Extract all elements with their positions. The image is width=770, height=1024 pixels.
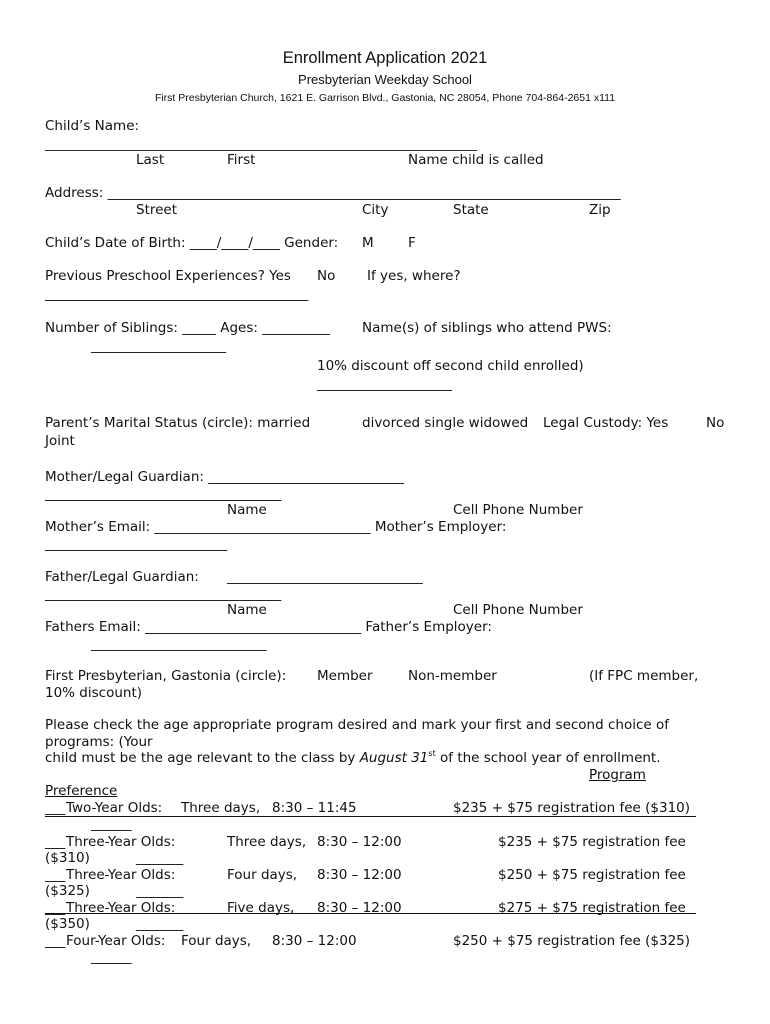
preference-checkbox[interactable]: ___ (45, 867, 66, 883)
program-time: 8:30 – 12:00 (272, 933, 357, 949)
age-cutoff-text: child must be the age relevant to the class by (45, 750, 360, 766)
age-cutoff-suffix: st (428, 749, 436, 758)
preschool-where-label: If yes, where? (367, 268, 461, 284)
marital-status-label[interactable]: Parent’s Marital Status (circle): married (45, 415, 311, 431)
member-option[interactable]: Member (317, 668, 373, 684)
program-row-three-year-4day[interactable] (0, 867, 770, 900)
program-time: 8:30 – 12:00 (317, 834, 402, 850)
programs-intro: Please check the age appropriate program desired and mark your first and second choice of (45, 717, 669, 733)
sibling-names-label: Name(s) of siblings who attend PWS: (362, 320, 612, 336)
preference-checkbox[interactable]: ___ (45, 800, 66, 816)
father-employer-field[interactable]: __________________________ (91, 636, 267, 652)
program-fee: $250 + $75 registration fee (498, 867, 686, 883)
sibling-discount-field[interactable]: ____________________ (317, 376, 452, 392)
state-caption: State (453, 202, 489, 218)
preference-checkbox[interactable]: ___ (45, 900, 66, 916)
called-name-caption: Name child is called (408, 152, 544, 168)
program-name: Two-Year Olds: (66, 800, 163, 816)
preference-column-heading: Preference (45, 783, 118, 799)
school-name: Presbyterian Weekday School (298, 72, 472, 87)
row-divider (45, 816, 696, 817)
program-choice-blank[interactable]: ______ (91, 816, 132, 832)
preschool-no-option[interactable]: No (317, 268, 336, 284)
programs-intro-cont: programs: (Your (45, 734, 153, 750)
program-time: 8:30 – 12:00 (317, 900, 402, 916)
last-name-caption: Last (136, 152, 165, 168)
program-name: Four-Year Olds: (66, 933, 166, 949)
program-fee-total: ($325) (45, 883, 90, 899)
legal-custody-joint[interactable]: Joint (45, 433, 75, 449)
program-days: Four days, (227, 867, 298, 883)
program-row-three-year-5day[interactable] (0, 900, 770, 933)
father-email-field[interactable]: Fathers Email: ________________________________ Father’s Employer: (45, 619, 492, 635)
program-time: 8:30 – 11:45 (272, 800, 357, 816)
marital-status-options[interactable]: divorced single widowed (362, 415, 529, 431)
preschool-where-field[interactable]: _______________________________________ (45, 286, 309, 302)
program-days: Four days, (181, 933, 252, 949)
legal-custody-no[interactable]: No (706, 415, 725, 431)
program-row-four-year[interactable] (0, 933, 770, 967)
program-name: Three-Year Olds: (66, 834, 176, 850)
age-cutoff-date: August 31 (359, 750, 429, 766)
program-fee: $235 + $75 registration fee (498, 834, 686, 850)
mother-phone-field[interactable]: ___________________________________ (45, 486, 282, 502)
program-fee: $275 + $75 registration fee (498, 900, 686, 916)
child-name-label: Child’s Name: (45, 118, 140, 134)
father-guardian-label: Father/Legal Guardian: (45, 569, 199, 585)
address-field[interactable]: Address: ____________________________________________________________________________ (45, 185, 621, 201)
legal-custody-label[interactable]: Legal Custody: Yes (543, 415, 669, 431)
church-membership-label: First Presbyterian, Gastonia (circle): (45, 668, 287, 684)
mother-cell-caption: Cell Phone Number (453, 502, 583, 518)
fpc-discount-amount: 10% discount) (45, 685, 143, 701)
father-cell-caption: Cell Phone Number (453, 602, 583, 618)
program-choice-blank[interactable]: _______ (136, 883, 184, 899)
city-caption: City (362, 202, 389, 218)
gender-f-option[interactable]: F (408, 235, 416, 251)
age-cutoff-text-end: of the school year of enrollment. (435, 750, 661, 766)
program-choice-blank[interactable]: ______ (91, 949, 132, 965)
program-column-heading: Program (589, 767, 646, 783)
fpc-discount-note: (If FPC member, (589, 668, 699, 684)
preference-checkbox[interactable]: ___ (45, 933, 66, 949)
program-row-two-year[interactable] (0, 800, 770, 834)
mother-email-field[interactable]: Mother’s Email: ________________________________ Mother’s Employer: (45, 519, 507, 535)
siblings-field[interactable]: Number of Siblings: _____ Ages: __________ (45, 320, 330, 336)
program-days: Three days, (227, 834, 307, 850)
zip-caption: Zip (589, 202, 611, 218)
father-phone-field[interactable]: ___________________________________ (45, 586, 282, 602)
program-name: Three-Year Olds: (66, 867, 176, 883)
school-address: First Presbyterian Church, 1621 E. Garrison Blvd., Gastonia, NC 28054, Phone 704-864-2651 x111 (154, 92, 616, 104)
page-title: Enrollment Application 2021 (282, 49, 488, 67)
preschool-question[interactable]: Previous Preschool Experiences? Yes (45, 268, 291, 284)
program-choice-blank[interactable]: _______ (136, 916, 184, 932)
program-fee: $235 + $75 registration fee ($310) (453, 800, 691, 816)
program-choice-blank[interactable]: _______ (136, 850, 184, 866)
mother-guardian-field[interactable]: Mother/Legal Guardian: _____________________________ (45, 469, 404, 485)
program-time: 8:30 – 12:00 (317, 867, 402, 883)
program-days: Five days, (227, 900, 295, 916)
row-divider (45, 913, 696, 914)
sibling-discount-note: 10% discount off second child enrolled) (317, 358, 584, 374)
dob-field[interactable]: Child’s Date of Birth: ____/____/____ Gender: (45, 235, 339, 251)
father-guardian-field[interactable]: _____________________________ (227, 569, 423, 585)
father-name-caption: Name (227, 602, 267, 618)
first-name-caption: First (227, 152, 256, 168)
program-days: Three days, (181, 800, 261, 816)
program-row-three-year-3day[interactable] (0, 834, 770, 867)
mother-name-caption: Name (227, 502, 267, 518)
program-fee-total: ($310) (45, 850, 90, 866)
age-cutoff-note (45, 750, 661, 766)
street-caption: Street (136, 202, 178, 218)
program-fee-total: ($350) (45, 916, 90, 932)
child-name-field[interactable]: ________________________________________________________________________ (45, 137, 477, 151)
preference-checkbox[interactable]: ___ (45, 834, 66, 850)
sibling-names-field[interactable]: ____________________ (91, 338, 226, 354)
gender-m-option[interactable]: M (362, 235, 374, 251)
program-fee: $250 + $75 registration fee ($325) (453, 933, 691, 949)
nonmember-option[interactable]: Non-member (408, 668, 497, 684)
program-name: Three-Year Olds: (66, 900, 176, 916)
mother-employer-field[interactable]: ___________________________ (45, 536, 228, 552)
